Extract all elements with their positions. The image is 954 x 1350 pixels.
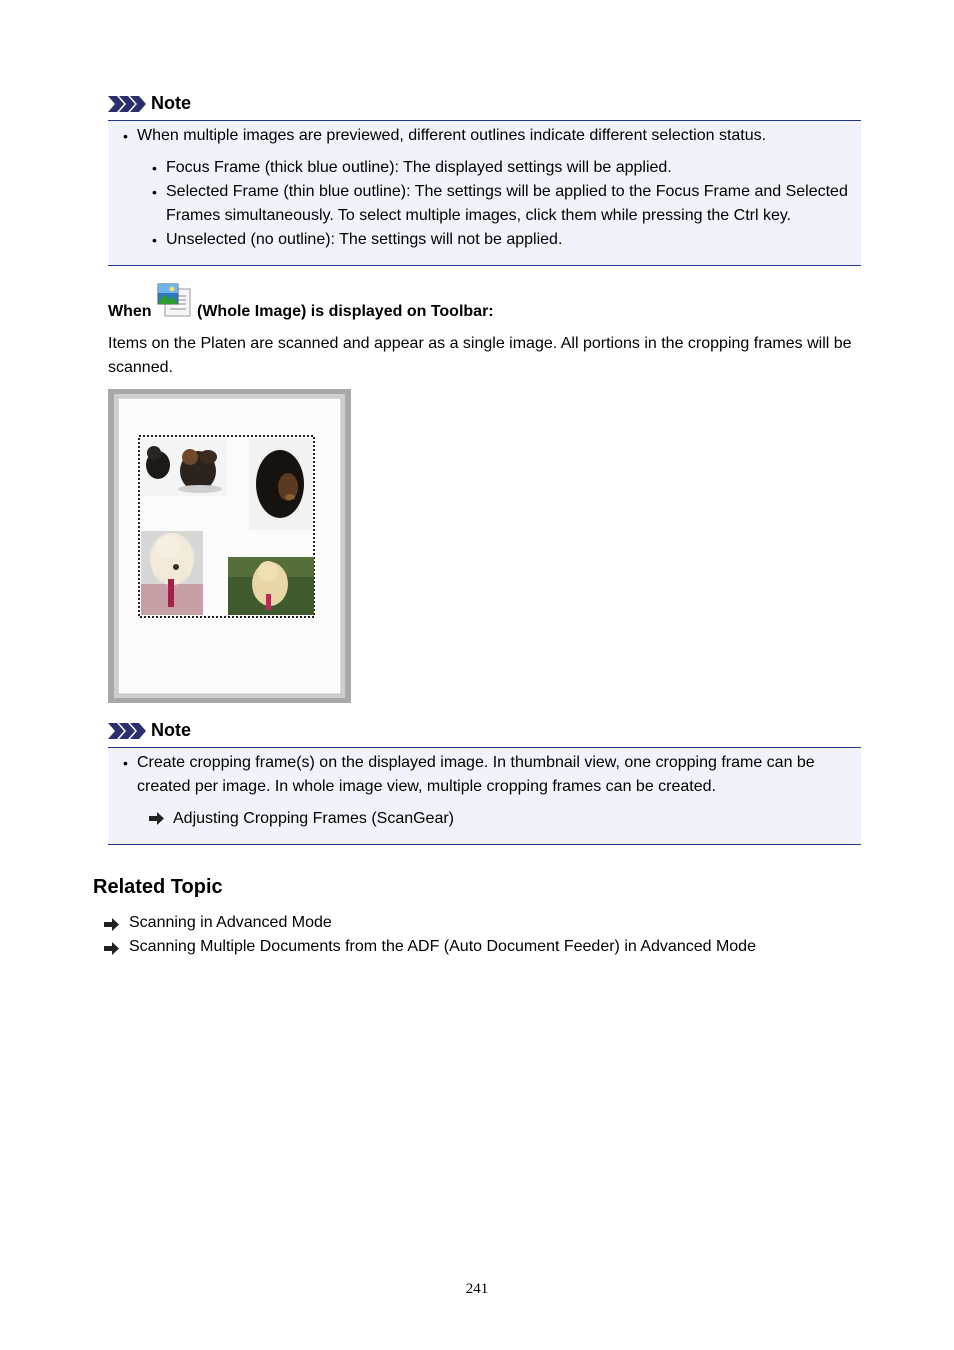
note-box-2: [108, 747, 861, 845]
note-item-focus-frame: Focus Frame (thick blue outline): The displayed settings will be applied.: [166, 159, 672, 176]
bullet-icon: •: [123, 128, 128, 144]
link-scanning-adf-advanced-mode[interactable]: Scanning Multiple Documents from the ADF (Auto Document Feeder) in Advanced Mode: [129, 938, 756, 955]
note-chevron-icon: [108, 723, 146, 739]
photo-dachshund: [249, 438, 313, 530]
bullet-icon: •: [152, 232, 157, 248]
photo-small-dogs: [141, 438, 227, 496]
note2-line-2: created per image. In whole image view, multiple cropping frames can be created.: [137, 778, 716, 795]
photo-dog-on-grass: [228, 557, 314, 615]
related-topic-heading: Related Topic: [93, 876, 223, 898]
note-intro: When multiple images are previewed, different outlines indicate different selection status.: [137, 127, 767, 144]
note-chevron-icon: [108, 96, 146, 112]
arrow-right-icon: [104, 942, 119, 960]
note2-line-1: Create cropping frame(s) on the displayed image. In thumbnail view, one cropping frame can be: [137, 754, 815, 771]
note-box: [108, 120, 861, 266]
note-header: [108, 93, 191, 114]
body-text-line-1: Items on the Platen are scanned and appear as a single image. All portions in the cropping frames will be: [108, 335, 852, 352]
page-number: 241: [465, 1281, 489, 1297]
note-title: Note: [151, 93, 191, 113]
note-header-2: [108, 720, 191, 741]
body-text-line-2: scanned.: [108, 359, 173, 376]
section-heading-suffix: (Whole Image) is displayed on Toolbar:: [197, 303, 494, 320]
photo-white-lab: [141, 531, 203, 615]
note-item-selected-frame: Selected Frame (thin blue outline): The settings will be applied to the Focus Frame and Selected: [166, 183, 848, 200]
bullet-icon: •: [123, 755, 128, 771]
section-heading-prefix: When: [108, 303, 152, 320]
note-title-2: Note: [151, 720, 191, 740]
note-item-unselected: Unselected (no outline): The settings will not be applied.: [166, 231, 563, 248]
bullet-icon: •: [152, 160, 157, 176]
whole-image-preview: [108, 389, 351, 703]
bullet-icon: •: [152, 184, 157, 200]
arrow-right-icon: [104, 918, 119, 936]
arrow-right-icon: [149, 812, 164, 830]
link-scanning-advanced-mode[interactable]: Scanning in Advanced Mode: [129, 914, 332, 931]
note-item-selected-frame-cont: Frames simultaneously. To select multiple images, click them while pressing the Ctrl key.: [166, 207, 792, 224]
link-adjusting-cropping-frames[interactable]: Adjusting Cropping Frames (ScanGear): [173, 810, 455, 827]
whole-image-icon: [156, 282, 192, 318]
